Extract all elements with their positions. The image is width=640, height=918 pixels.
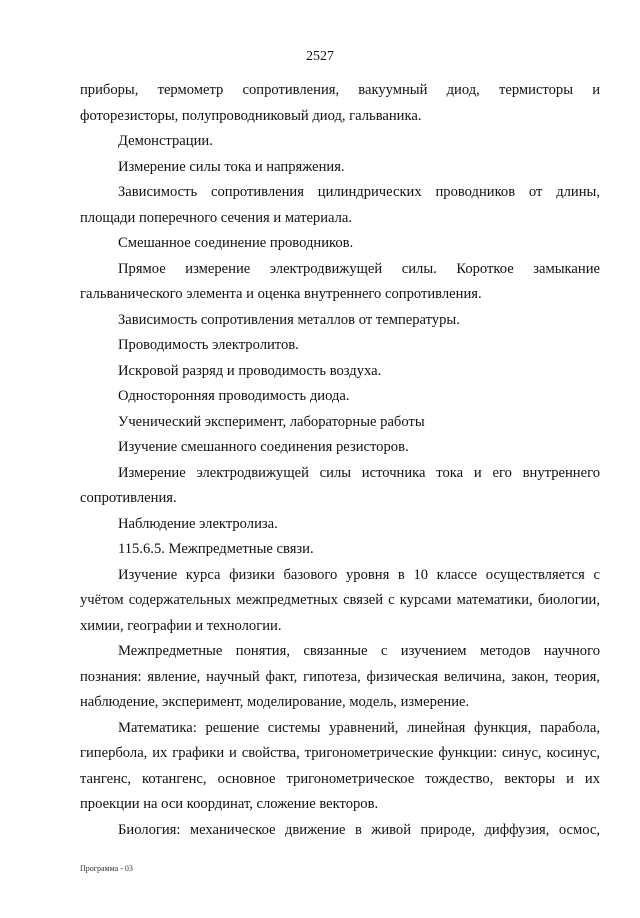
paragraph-electrolysis: Наблюдение электролиза.	[118, 515, 278, 532]
section-heading: 115.6.5. Межпредметные связи.	[118, 541, 314, 557]
paragraph-electrolytes: Проводимость электролитов.	[118, 337, 299, 353]
paragraph-lab-heading: Ученический эксперимент, лабораторные работы	[118, 413, 425, 430]
paragraph-mathematics: Математика: решение системы уравнений, линейная функция, парабола, гипербола, их графики и свойства, тригонометрические функции: синус, косинус, тангенс, котангенс, основное тригонометрическое тождество, векторы и их проекции на оси координат, сложение векторов.	[80, 719, 600, 812]
paragraph-metal-temperature: Зависимость сопротивления металлов от температуры.	[118, 311, 460, 328]
paragraph-devices: приборы, термометр сопротивления, вакуумный диод, термисторы и фоторезисторы, полупроводниковый диод, гальваника.	[80, 82, 600, 124]
paragraph-biology: Биология: механическое движение в живой природе, диффузия, осмос,	[118, 821, 600, 838]
page-number: 2527	[306, 49, 334, 64]
paragraph-concepts: Межпредметные понятия, связанные с изучением методов научного познания: явление, научный факт, гипотеза, физическая величина, закон, теория, наблюдение, эксперимент, моделирование, модель, измерение.	[80, 643, 600, 710]
paragraph-diode: Односторонняя проводимость диода.	[118, 388, 350, 404]
paragraph-current-voltage: Измерение силы тока и напряжения.	[118, 158, 345, 175]
paragraph-demonstrations-heading: Демонстрации.	[118, 133, 213, 149]
paragraph-spark-discharge: Искровой разряд и проводимость воздуха.	[118, 362, 382, 379]
footer-program-label: Программа - 03	[80, 864, 133, 873]
paragraph-emf-source: Измерение электродвижущей силы источника тока и его внутреннего сопротивления.	[80, 464, 600, 506]
paragraph-course-links: Изучение курса физики базового уровня в 10 классе осуществляется с учётом содержательных межпредметных связей с курсами математики, биологии, химии, географии и технологии.	[80, 566, 600, 634]
paragraph-resistors: Изучение смешанного соединения резисторов.	[118, 439, 409, 455]
paragraph-mixed-connection: Смешанное соединение проводников.	[118, 235, 354, 251]
paragraph-resistance-dependence: Зависимость сопротивления цилиндрических проводников от длины, площади поперечного сечения и материала.	[80, 184, 600, 226]
document-body	[80, 78, 600, 843]
paragraph-emf-measurement: Прямое измерение электродвижущей силы. Короткое замыкание гальванического элемента и оценка внутреннего сопротивления.	[80, 260, 600, 302]
